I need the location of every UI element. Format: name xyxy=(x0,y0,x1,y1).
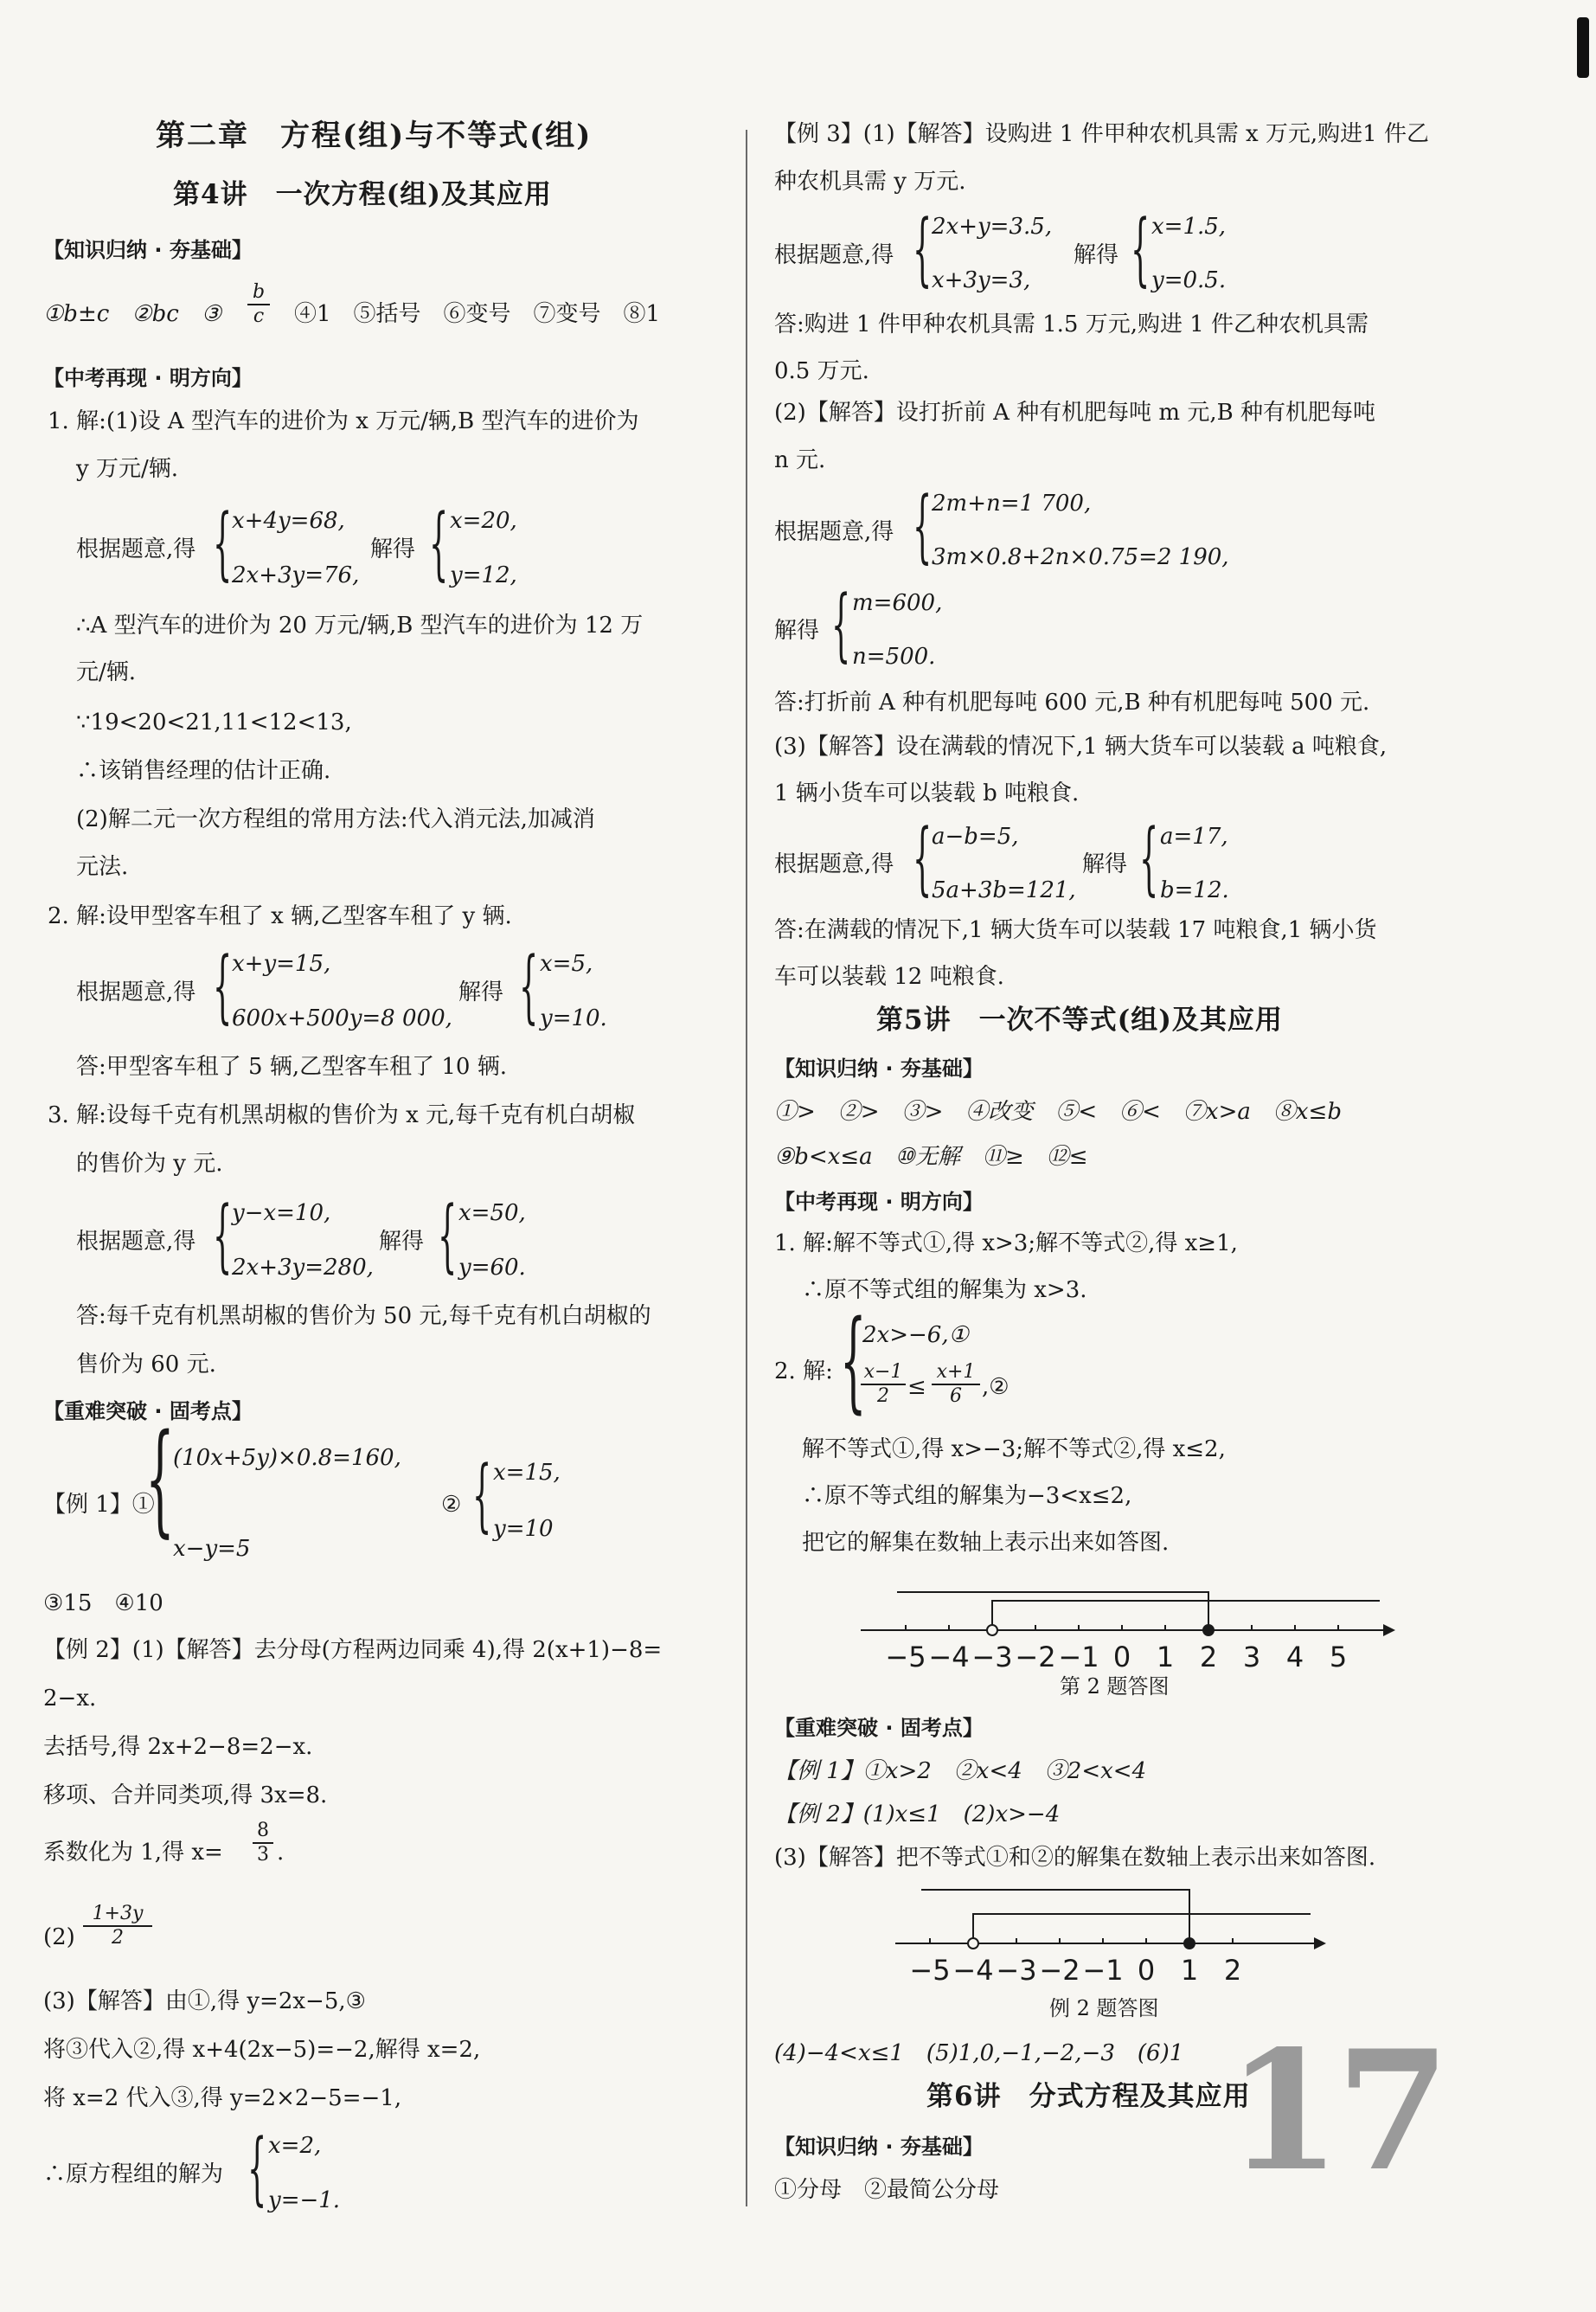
scan-edge-mark xyxy=(1577,17,1589,78)
knowledge-answers-b: ④1 ⑤括号 ⑥变号 ⑦变号 ⑧1 xyxy=(294,301,661,327)
tick-label: 4 xyxy=(1285,1641,1304,1673)
ex3-p2-answer: 答:打折前 A 种有机肥每吨 600 元,B 种有机肥每吨 500 元. xyxy=(774,690,1370,716)
q2-solve: 解得 xyxy=(458,979,504,1005)
ex1-eq2: x−y=5 xyxy=(173,1536,251,1562)
page-number: 17 xyxy=(1227,2014,1445,2207)
ex3-sol2: y=0.5. xyxy=(1151,267,1227,293)
l6-section-knowledge: 【知识归纳 · 夯基础】 xyxy=(774,2135,984,2159)
q1-line6: ∴该销售经理的估计正确. xyxy=(76,758,331,784)
q1-pre: 根据题意,得 xyxy=(76,536,196,562)
tick-label: 5 xyxy=(1329,1641,1348,1673)
axis-arrow xyxy=(1314,1937,1326,1949)
section-key-points: 【重难突破 · 固考点】 xyxy=(43,1399,253,1423)
brace: { xyxy=(831,578,851,671)
section-knowledge: 【知识归纳 · 夯基础】 xyxy=(43,238,253,262)
q1-line3: ∴A 型汽车的进价为 20 万元/辆,B 型汽车的进价为 12 万 xyxy=(76,613,644,639)
ex3-p2-eq2: 3m×0.8+2n×0.75=2 190, xyxy=(932,544,1229,570)
q2-pre: 根据题意,得 xyxy=(76,979,196,1005)
l5-section-key: 【重难突破 · 固考点】 xyxy=(774,1716,984,1740)
q3-answer-1: 答:每千克有机黑胡椒的售价为 50 元,每千克有机白胡椒的 xyxy=(76,1303,651,1329)
ex3-p3-pre: 根据题意,得 xyxy=(774,851,894,877)
brace: { xyxy=(1139,812,1159,904)
tick-label: −5 xyxy=(909,1954,951,1987)
ex3-p3-eq1: a−b=5, xyxy=(932,824,1019,850)
l5-q2-line3: ∴原不等式组的解集为−3<x≤2, xyxy=(802,1483,1132,1509)
tick-label: −3 xyxy=(996,1954,1037,1987)
region-lower-bound xyxy=(973,1914,1311,1943)
q3-answer-2: 售价为 60 元. xyxy=(76,1352,216,1378)
l5-ex2-p3: (3)【解答】把不等式①和②的解集在数轴上表示出来如答图. xyxy=(774,1845,1376,1871)
ex3-p2-sol2: n=500. xyxy=(852,644,936,670)
solid-point xyxy=(1184,1938,1195,1949)
solid-point xyxy=(1203,1625,1214,1635)
ex3-p3-line2: 1 辆小货车可以装载 b 吨粮食. xyxy=(774,780,1080,806)
ex3-p3-line1: (3)【解答】设在满载的情况下,1 辆大货车可以装载 a 吨粮食, xyxy=(774,734,1388,760)
brace: { xyxy=(438,1189,458,1281)
q3-sol2: y=60. xyxy=(458,1255,526,1281)
fraction-8-over-3 xyxy=(253,1821,273,1866)
ex3-answer-1: 答:购进 1 件甲种农机具需 1.5 万元,购进 1 件乙种农机具需 xyxy=(774,311,1369,337)
ex3-pre: 根据题意,得 xyxy=(774,242,894,268)
ex3-p3-eq2: 5a+3b=121, xyxy=(932,877,1076,903)
brace: { xyxy=(213,497,233,589)
q1-sol2: y=12, xyxy=(450,562,517,588)
ex2-p2-label: (2) xyxy=(43,1924,75,1950)
tick-label: −1 xyxy=(1058,1641,1099,1673)
tick-label: 1 xyxy=(1156,1641,1175,1673)
tick-label: −4 xyxy=(952,1954,994,1987)
frac-num: 1+3y xyxy=(92,1903,144,1924)
ex2-line2: 2−x. xyxy=(43,1686,97,1712)
number-line-q2 xyxy=(861,1564,1397,1686)
frac-den: c xyxy=(253,305,265,327)
ex3-p3-solve: 解得 xyxy=(1082,851,1128,877)
brace: { xyxy=(519,940,539,1032)
tick-label: 3 xyxy=(1242,1641,1261,1673)
q3-sol1: x=50, xyxy=(458,1200,526,1226)
q1-eq1: x+4y=68, xyxy=(232,508,345,534)
tick-label: −4 xyxy=(928,1641,970,1673)
tick-label: 2 xyxy=(1223,1954,1242,1987)
ex2-line4: 移项、合并同类项,得 3x=8. xyxy=(43,1782,328,1808)
brace: { xyxy=(213,1189,233,1281)
ex1-sol1: x=15, xyxy=(493,1460,561,1486)
ex3-answer-2: 0.5 万元. xyxy=(774,358,869,384)
open-point xyxy=(968,1938,978,1949)
ex2-line1: 【例 2】(1)【解答】去分母(方程两边同乘 4),得 2(x+1)−8= xyxy=(43,1637,663,1663)
l5-knowledge-1: ①> ②> ③> ④改变 ⑤< ⑥< ⑦x>a ⑧x≤b xyxy=(774,1099,1342,1125)
ex2-p3-line1: (3)【解答】由①,得 y=2x−5,③ xyxy=(43,1988,366,2014)
q2-sol2: y=10. xyxy=(540,1005,607,1031)
brace: { xyxy=(247,2122,267,2214)
brace: { xyxy=(913,202,933,295)
ex3-p3-sol2: b=12. xyxy=(1160,877,1229,903)
q1-line1: 1. 解:(1)设 A 型汽车的进价为 x 万元/辆,B 型汽车的进价为 xyxy=(48,408,639,434)
numline2-caption: 例 2 题答图 xyxy=(1049,1996,1159,2020)
tick-label: 0 xyxy=(1137,1954,1156,1987)
fraction-1-3y-over-2 xyxy=(83,1904,152,1949)
fraction-x-1-over-2 xyxy=(861,1362,906,1407)
l5-ex1: 【例 1】①x>2 ②x<4 ③2<x<4 xyxy=(774,1758,1147,1784)
tick-label: −5 xyxy=(885,1641,926,1673)
l5-q2-line4: 把它的解集在数轴上表示出来如答图. xyxy=(802,1530,1170,1556)
ex3-solve: 解得 xyxy=(1074,242,1119,268)
ex2-p3-line2: 将③代入②,得 x+4(2x−5)=−2,解得 x=2, xyxy=(43,2037,481,2063)
q3-eq1: y−x=10, xyxy=(232,1200,331,1226)
q3-line1: 3. 解:设每千克有机黑胡椒的售价为 x 元,每千克有机白胡椒 xyxy=(48,1102,636,1128)
ex2-p3-pre: ∴原方程组的解为 xyxy=(43,2161,224,2187)
ex3-sol1: x=1.5, xyxy=(1151,214,1227,240)
q2-sol1: x=5, xyxy=(540,951,593,977)
brace: { xyxy=(472,1448,492,1541)
brace: { xyxy=(840,1297,867,1424)
knowledge-answers-a: ①b±c ②bc ③ xyxy=(43,301,222,327)
tick-label: −3 xyxy=(971,1641,1013,1673)
frac-num: x+1 xyxy=(936,1361,976,1383)
ex3-p3-sol1: a=17, xyxy=(1160,824,1228,850)
l5-q2-eq1: 2x>−6,① xyxy=(862,1322,969,1348)
ex3-line2: 种农机具需 y 万元. xyxy=(774,169,966,195)
l5-q1-line2: ∴原不等式组的解集为 x>3. xyxy=(802,1277,1087,1303)
l5-q2-label: 2. 解: xyxy=(774,1358,833,1384)
frac-num: b xyxy=(252,281,266,303)
fraction-x-plus-1-over-6 xyxy=(932,1362,980,1407)
ex1-label: 【例 1】① xyxy=(43,1492,155,1518)
l6-knowledge-1: ①分母 ②最简公分母 xyxy=(774,2177,1000,2203)
l5-section-exam: 【中考再现 · 明方向】 xyxy=(774,1190,984,1214)
q2-eq1: x+y=15, xyxy=(232,951,331,977)
ex3-eq1: 2x+y=3.5, xyxy=(932,214,1053,240)
ex1-sol2: y=10 xyxy=(493,1516,554,1542)
brace: { xyxy=(913,812,933,904)
tick-label: 2 xyxy=(1199,1641,1218,1673)
q1-eq2: 2x+3y=76, xyxy=(232,562,360,588)
region-lower-bound xyxy=(992,1601,1380,1630)
axis-arrow xyxy=(1383,1624,1395,1636)
frac-den: 3 xyxy=(257,1844,269,1866)
ex3-p2-eq1: 2m+n=1 700, xyxy=(932,491,1092,517)
ex3-p2-solve: 解得 xyxy=(774,618,820,644)
q1-solve: 解得 xyxy=(370,536,416,562)
ex3-p3-answer-1: 答:在满载的情况下,1 辆大货车可以装载 17 吨粮食,1 辆小货 xyxy=(774,917,1377,943)
ex3-p2-line1: (2)【解答】设打折前 A 种有机肥每吨 m 元,B 种有机肥每吨 xyxy=(774,400,1375,426)
l5-ex2-p4: (4)−4<x≤1 (5)1,0,−1,−2,−3 (6)1 xyxy=(774,2040,1184,2066)
ex3-p3-answer-2: 车可以装载 12 吨粮食. xyxy=(774,964,1004,990)
brace: { xyxy=(429,497,449,589)
tick-label: −2 xyxy=(1039,1954,1080,1987)
ex3-p2-sol1: m=600, xyxy=(852,590,943,616)
number-line-example2 xyxy=(895,1878,1328,1999)
column-divider xyxy=(746,130,747,2206)
frac-num: x−1 xyxy=(863,1361,903,1383)
frac-den: 2 xyxy=(877,1385,889,1407)
q3-eq2: 2x+3y=280, xyxy=(232,1255,374,1281)
l5-q2-line2: 解不等式①,得 x>−3;解不等式②,得 x≤2, xyxy=(802,1436,1226,1462)
q1-sol1: x=20, xyxy=(450,508,517,534)
ex3-line1: 【例 3】(1)【解答】设购进 1 件甲种农机具需 x 万元,购进1 件乙 xyxy=(774,121,1429,147)
l5-ex2: 【例 2】(1)x≤1 (2)x>−4 xyxy=(774,1801,1061,1827)
ex2-p3-sol1: x=2, xyxy=(268,2133,322,2159)
ex1-mid: ② xyxy=(441,1492,462,1518)
l5-section-knowledge: 【知识归纳 · 夯基础】 xyxy=(774,1056,984,1081)
q2-answer: 答:甲型客车租了 5 辆,乙型客车租了 10 辆. xyxy=(76,1054,507,1080)
lecture6-title: 第6讲 分式方程及其应用 xyxy=(926,2081,1251,2112)
tick-label: 0 xyxy=(1112,1641,1131,1673)
brace: { xyxy=(213,940,233,1032)
ex3-p2-line2: n 元. xyxy=(774,447,826,473)
q3-pre: 根据题意,得 xyxy=(76,1229,196,1255)
open-point xyxy=(987,1625,997,1635)
lecture4-title: 第4讲 一次方程(组)及其应用 xyxy=(173,179,552,210)
ex2-p3-line3: 将 x=2 代入③,得 y=2×2−5=−1, xyxy=(43,2085,402,2111)
region-upper-bound xyxy=(897,1592,1208,1630)
tick-label: −1 xyxy=(1082,1954,1124,1987)
l5-q1-line1: 1. 解:解不等式①,得 x>3;解不等式②,得 x≥1, xyxy=(774,1230,1238,1256)
q2-line1: 2. 解:设甲型客车租了 x 辆,乙型客车租了 y 辆. xyxy=(48,903,512,929)
ex2-line5: 系数化为 1,得 x= xyxy=(43,1840,223,1866)
ex3-p2-pre: 根据题意,得 xyxy=(774,519,894,545)
q2-eq2: 600x+500y=8 000, xyxy=(232,1005,452,1031)
tick-label: −2 xyxy=(1015,1641,1056,1673)
q1-line4: 元/辆. xyxy=(76,659,137,685)
brace: { xyxy=(913,479,933,572)
ex3-eq2: x+3y=3, xyxy=(932,267,1031,293)
chapter-title: 第二章 方程(组)与不等式(组) xyxy=(156,119,593,153)
lecture5-title: 第5讲 一次不等式(组)及其应用 xyxy=(876,1005,1283,1036)
q1-line5: ∵19<20<21,11<12<13, xyxy=(76,710,352,735)
section-exam: 【中考再现 · 明方向】 xyxy=(43,366,253,390)
l5-q2-tail: ,② xyxy=(982,1374,1010,1400)
frac-den: 2 xyxy=(112,1927,124,1949)
numline1-caption: 第 2 题答图 xyxy=(1060,1674,1170,1699)
ex1-line2: ③15 ④10 xyxy=(43,1590,163,1616)
brace: { xyxy=(1131,202,1151,295)
tick-label: 1 xyxy=(1180,1954,1199,1987)
l5-knowledge-2: ⑨b<x≤a ⑩无解 ⑪≥ ⑫≤ xyxy=(774,1144,1088,1170)
l5-q2-le: ≤ xyxy=(907,1374,926,1400)
q1-line7: (2)解二元一次方程组的常用方法:代入消元法,加减消 xyxy=(76,806,595,832)
frac-num: 8 xyxy=(257,1820,269,1841)
q3-line2: 的售价为 y 元. xyxy=(76,1151,223,1177)
q1-line2: y 万元/辆. xyxy=(76,456,178,482)
fraction-b-over-c xyxy=(247,282,270,327)
brace: { xyxy=(145,1409,175,1550)
region-upper-bound xyxy=(921,1890,1189,1943)
ex2-p3-sol2: y=−1. xyxy=(268,2187,341,2213)
ex1-eq1: (10x+5y)×0.8=160, xyxy=(173,1445,401,1471)
ex2-line3: 去括号,得 2x+2−8=2−x. xyxy=(43,1734,313,1760)
ex2-line5-end: . xyxy=(277,1840,285,1866)
frac-den: 6 xyxy=(950,1385,962,1407)
q3-solve: 解得 xyxy=(379,1229,425,1255)
q1-line8: 元法. xyxy=(76,854,129,880)
